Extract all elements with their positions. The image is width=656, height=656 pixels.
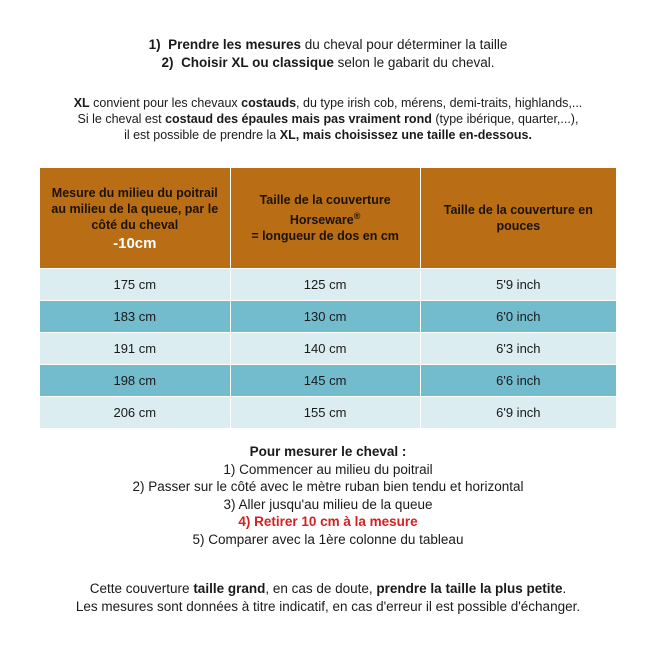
cell-rug-size-cm: 130 cm (230, 301, 420, 333)
table-row (40, 365, 616, 397)
header-rug-size-cm: Taille de la couverture Horseware® = longueur de dos en cm (230, 168, 420, 269)
size-table-header (40, 168, 616, 269)
cell-rug-size-inch: 6'0 inch (420, 301, 616, 333)
measure-step-5: 5) Comparer avec la 1ère colonne du tableau (192, 531, 464, 547)
cell-rug-size-inch: 6'6 inch (420, 365, 616, 397)
cell-horse-measure: 191 cm (40, 333, 230, 365)
measure-step-1: 1) Commencer au milieu du poitrail (223, 461, 433, 477)
measure-step-4-highlight: 4) Retirer 10 cm à la mesure (238, 514, 418, 529)
table-row (40, 269, 616, 301)
cell-rug-size-inch: 5'9 inch (420, 269, 616, 301)
minus-10cm-label: -10cm (113, 234, 157, 252)
cell-rug-size-cm: 140 cm (230, 333, 420, 365)
table-row (40, 301, 616, 333)
footer-line-1: Cette couverture taille grand, en cas de doute, prendre la taille la plus petite. (89, 581, 567, 596)
xl-note-line-1: XL convient pour les chevaux costauds, du type irish cob, mérens, demi-traits, highlands,... (73, 96, 583, 110)
cell-rug-size-cm: 145 cm (230, 365, 420, 397)
header-rug-size-inches: Taille de la couverture en pouces (420, 168, 616, 269)
intro-steps (0, 36, 656, 72)
cell-rug-size-inch: 6'9 inch (420, 397, 616, 429)
cell-horse-measure: 206 cm (40, 397, 230, 429)
intro-step-2: 2) Choisir XL ou classique selon le gabarit du cheval. (161, 55, 495, 70)
footer-note (0, 580, 656, 616)
cell-horse-measure: 198 cm (40, 365, 230, 397)
measure-title: Pour mesurer le cheval : (249, 444, 407, 459)
xl-note-line-3: il est possible de prendre la XL, mais choisissez une taille en-dessous. (124, 128, 532, 142)
footer-line-2: Les mesures sont données à titre indicatif, en cas d'erreur il est possible d'échanger. (75, 599, 581, 614)
table-row (40, 397, 616, 429)
size-table (40, 168, 616, 428)
cell-rug-size-inch: 6'3 inch (420, 333, 616, 365)
xl-note-line-2: Si le cheval est costaud des épaules mais pas vraiment rond (type ibérique, quarter,...), (77, 112, 579, 126)
xl-note (0, 95, 656, 143)
cell-horse-measure: 183 cm (40, 301, 230, 333)
cell-rug-size-cm: 155 cm (230, 397, 420, 429)
table-row (40, 333, 616, 365)
header-horse-measure: Mesure du milieu du poitrail au milieu de la queue, par le côté du cheval -10cm (40, 168, 230, 269)
cell-rug-size-cm: 125 cm (230, 269, 420, 301)
intro-step-1: 1) Prendre les mesures du cheval pour déterminer la taille (148, 37, 508, 52)
measure-instructions (0, 443, 656, 548)
measure-step-2: 2) Passer sur le côté avec le mètre ruban bien tendu et horizontal (132, 479, 524, 494)
measure-step-3: 3) Aller jusqu'au milieu de la queue (223, 496, 433, 512)
cell-horse-measure: 175 cm (40, 269, 230, 301)
